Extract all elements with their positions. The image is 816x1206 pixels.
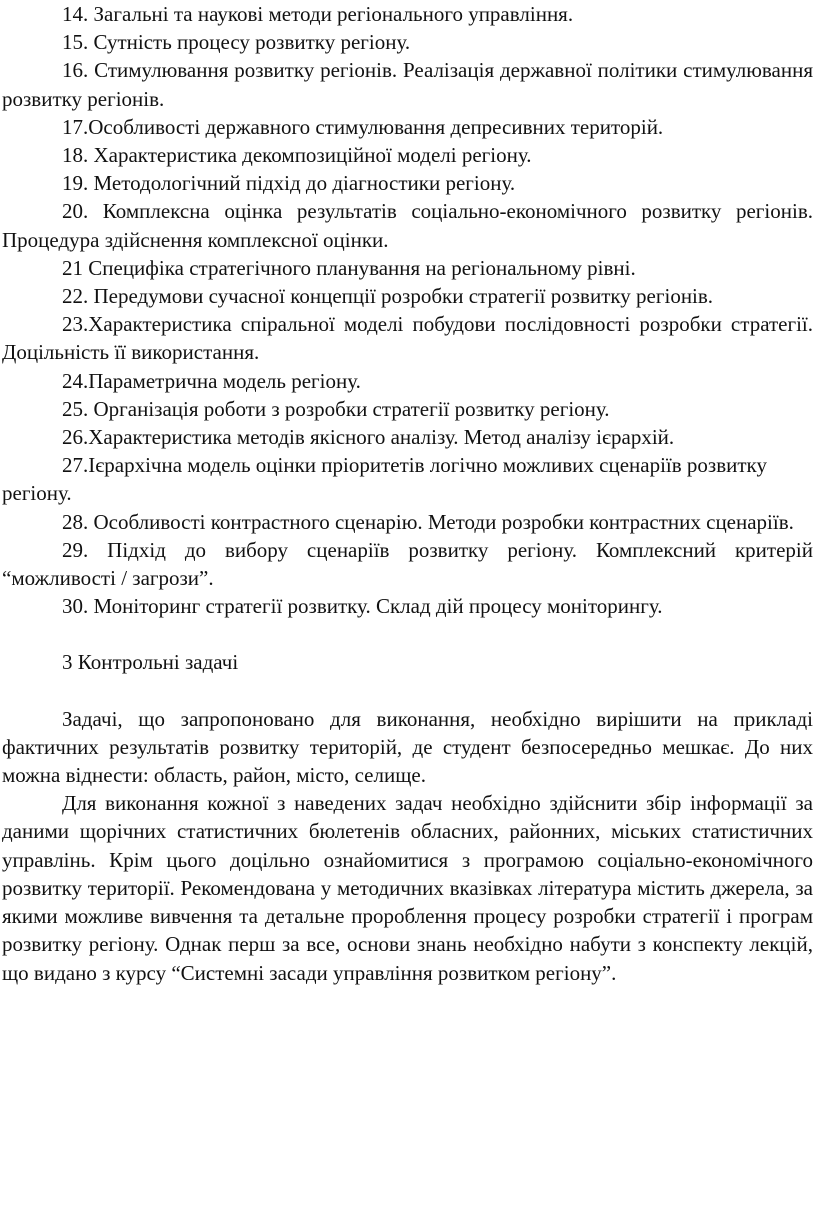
body-paragraph-1: Задачі, що запропоновано для виконання, необхідно вирішити на прикладі фактичних результатів розвитку територій, де студент безпосередньо мешкає. До них можна віднести: область, район, місто, селище. — [2, 706, 813, 788]
question-list — [2, 0, 813, 620]
question-item-28: 28. Особливості контрастного сценарію. Методи розробки контрастних сценаріїв. — [62, 509, 794, 534]
question-item-30: 30. Моніторинг стратегії розвитку. Склад дій процесу моніторингу. — [62, 594, 663, 619]
question-item-24: 24.Параметрична модель регіону. — [62, 368, 361, 393]
question-item-21: 21 Специфіка стратегічного планування на регіональному рівні. — [62, 255, 636, 280]
question-item-23: 23.Характеристика спіральної моделі побудови послідовності розробки стратегії. Доцільність її використання. — [2, 312, 813, 365]
body-paragraph-2: Для виконання кожної з наведених задач необхідно здійснити збір інформації за даними щорічних статистичних бюлетенів обласних, районних, міських статистичних управлінь. Крім цього доцільно ознайомитися з програмою соціально-економічного розвитку території. Рекомендована у методичних вказівках література містить джерела, за якими можливе вивчення та детальне пророблення процесу розробки стратегії і програм розвитку регіону. Однак перш за все, основи знань необхідно набути з конспекту лекцій, що видано з курсу “Системні засади управління розвитком регіону”. — [2, 791, 813, 985]
question-item-18: 18. Характеристика декомпозиційної моделі регіону. — [62, 143, 532, 168]
section-heading: 3 Контрольні задачі — [62, 650, 239, 675]
question-item-26: 26.Характеристика методів якісного аналізу. Метод аналізу ієрархій. — [62, 425, 675, 450]
question-item-14: 14. Загальні та наукові методи регіонального управління. — [62, 2, 574, 26]
question-item-22: 22. Передумови сучасної концепції розробки стратегії розвитку регіонів. — [62, 284, 714, 309]
question-item-15: 15. Сутність процесу розвитку регіону. — [62, 30, 411, 55]
question-item-27: 27.Ієрархічна модель оцінки пріоритетів логічно можливих сценаріїв розвитку регіону. — [2, 453, 767, 506]
question-item-16: 16. Стимулювання розвитку регіонів. Реалізація державної політики стимулювання розвитку регіонів. — [2, 58, 813, 111]
question-item-25: 25. Організація роботи з розробки стратегії розвитку регіону. — [62, 396, 610, 421]
question-item-19: 19. Методологічний підхід до діагностики регіону. — [62, 171, 516, 196]
question-item-29: 29. Підхід до вибору сценаріїв розвитку регіону. Комплексний критерій “можливості / загрози”. — [2, 537, 813, 591]
question-item-20: 20. Комплексна оцінка результатів соціально-економічного розвитку регіонів. Процедура здійснення комплексної оцінки. — [2, 199, 813, 252]
question-item-17: 17.Особливості державного стимулювання депресивних територій. — [62, 114, 664, 139]
